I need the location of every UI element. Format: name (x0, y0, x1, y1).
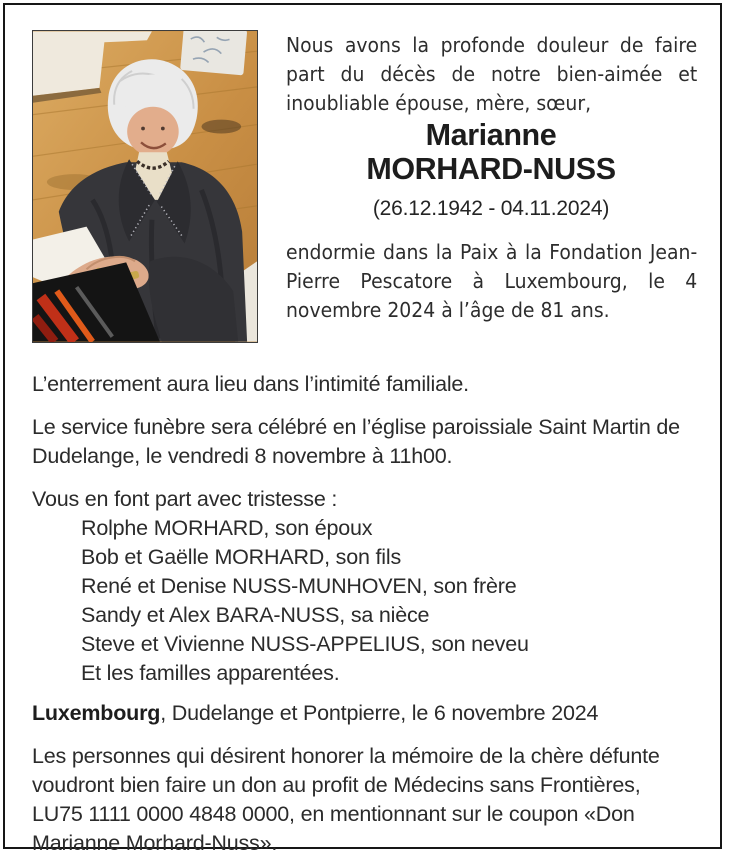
life-dates: (26.12.1942 - 04.11.2024) (372, 197, 610, 220)
floor-shadow (201, 120, 241, 134)
intro-text: Nous avons la profonde douleur de faire part du décès de notre bien-aimée et inoubliable épouse, mère, sœur, (286, 33, 698, 115)
mourners-intro: Vous en font part avec tristesse : (32, 487, 338, 511)
announcement-column (286, 30, 696, 343)
donation-text: Les personnes qui désirent honorer la mémoire de la chère défunte voudront bien faire un don au profit de Médecins sans Frontières, LU75 1111 0000 4848 0000, en mentionnant sur le coupon «Don Marianne Morhard-Nuss». (32, 744, 660, 855)
dateline-rest: , Dudelange et Pontpierre, le 6 novembre 2024 (160, 701, 599, 725)
death-notice-text: endormie dans la Paix à la Fondation Jean-Pierre Pescatore à Luxembourg, le 4 novembre 2024 à l’âge de 81 ans. (286, 240, 698, 322)
service-text: Le service funèbre sera célébré en l’église paroissiale Saint Martin de Dudelange, le vendredi 8 novembre à 11h00. (32, 415, 680, 468)
mourners-list (81, 514, 696, 688)
dateline-place: Luxembourg (32, 701, 161, 725)
deceased-first-name: Marianne (425, 118, 557, 152)
white-box-object (180, 31, 247, 75)
mourner-item: Steve et Vivienne NUSS-APPELIUS, son neveu (81, 632, 529, 656)
portrait-photo-illustration (33, 31, 257, 342)
mourner-item: Et les familles apparentées. (81, 661, 340, 685)
right-eye (161, 127, 165, 131)
portrait-photo (32, 30, 258, 343)
mourner-item: Rolphe MORHARD, son époux (81, 516, 373, 540)
deceased-name (286, 118, 696, 186)
obituary-body (32, 370, 696, 858)
mourner-item: Sandy et Alex BARA-NUSS, sa nièce (81, 603, 430, 627)
burial-text: L’enterrement aura lieu dans l’intimité familiale. (32, 372, 469, 396)
left-eye (141, 127, 145, 131)
obituary-content (5, 5, 720, 858)
deceased-last-name: MORHARD-NUSS (366, 152, 616, 186)
dateline (32, 699, 696, 728)
header-row (32, 30, 696, 343)
mourner-item: René et Denise NUSS-MUNHOVEN, son frère (81, 574, 517, 598)
mourner-item: Bob et Gaëlle MORHARD, son fils (81, 545, 401, 569)
obituary-card (3, 3, 722, 855)
